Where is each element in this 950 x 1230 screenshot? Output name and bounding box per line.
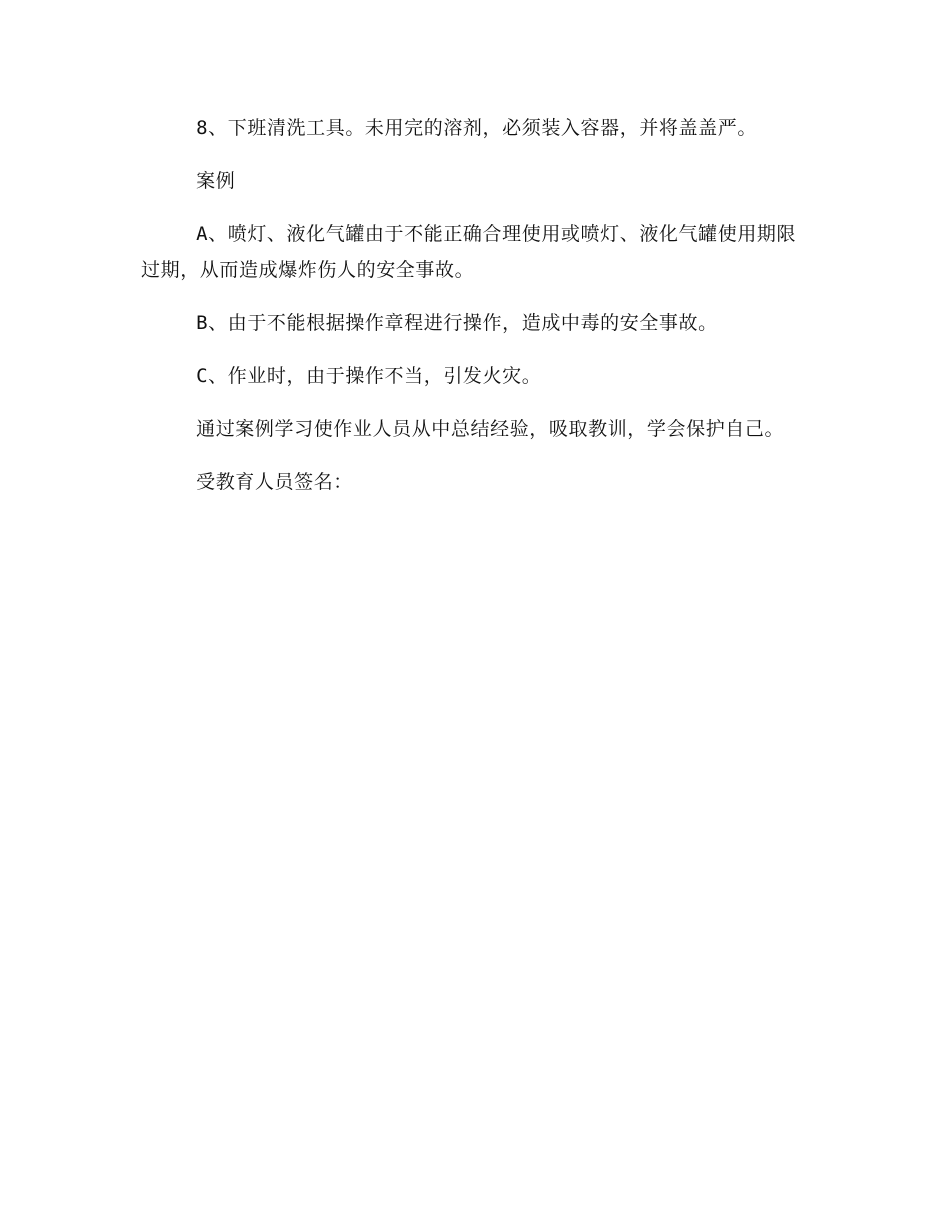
document-body: [141, 110, 806, 517]
paragraph-case-a: A、喷灯、液化气罐由于不能正确合理使用或喷灯、液化气罐使用期限过期，从而造成爆炸伤人的安全事故。: [141, 223, 797, 281]
paragraph-case-heading: 案例: [196, 170, 236, 192]
paragraph-signature-label: 受教育人员签名：: [196, 471, 353, 493]
paragraph-case-c: C、作业时，由于操作不当，引发火灾。: [196, 365, 542, 387]
paragraph-rule-8: 8、下班清洗工具。未用完的溶剂，必须装入容器，并将盖盖严。: [196, 117, 757, 139]
paragraph-summary: 通过案例学习使作业人员从中总结经验，吸取教训，学会保护自己。: [196, 418, 785, 440]
paragraph-case-b: B、由于不能根据操作章程进行操作，造成中毒的安全事故。: [196, 312, 718, 334]
